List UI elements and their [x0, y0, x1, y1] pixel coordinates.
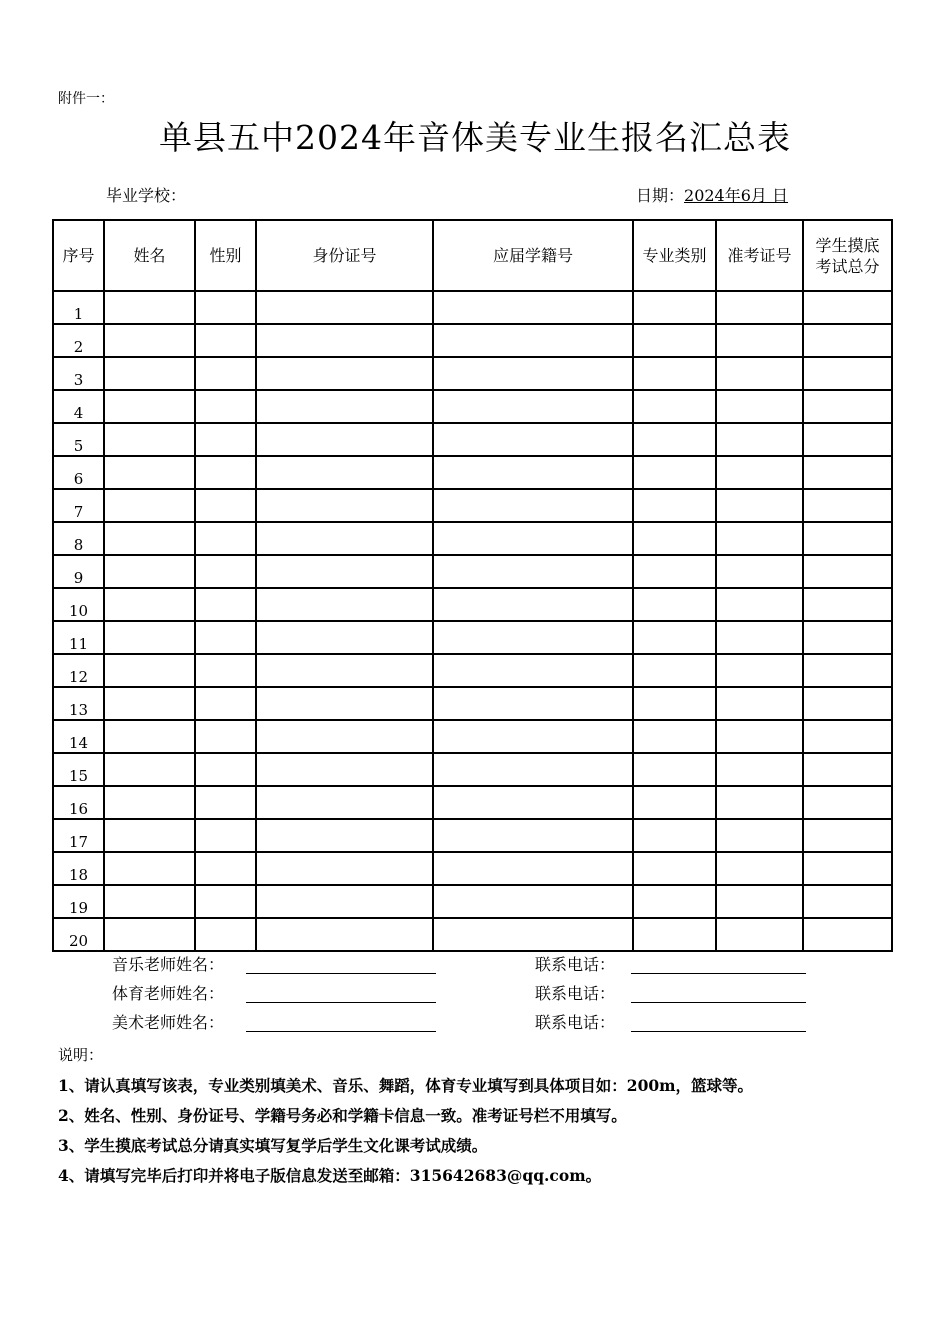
input-cell[interactable] — [803, 621, 892, 654]
input-cell[interactable] — [104, 324, 195, 357]
table-row — [53, 654, 892, 687]
art-teacher-row — [0, 1010, 950, 1036]
input-cell[interactable] — [716, 654, 803, 687]
header-major-category: 专业类别 — [633, 220, 716, 291]
table-header-row — [53, 220, 892, 291]
input-cell[interactable] — [104, 819, 195, 852]
table-row — [53, 687, 892, 720]
input-cell[interactable] — [716, 588, 803, 621]
input-cell[interactable] — [803, 291, 892, 324]
input-cell[interactable] — [716, 720, 803, 753]
input-cell[interactable] — [803, 456, 892, 489]
table-row — [53, 456, 892, 489]
input-cell[interactable] — [803, 555, 892, 588]
input-cell[interactable] — [633, 489, 716, 522]
pe-teacher-row — [0, 981, 950, 1007]
input-cell[interactable] — [803, 357, 892, 390]
input-cell[interactable] — [256, 291, 433, 324]
input-cell[interactable] — [433, 456, 633, 489]
input-cell[interactable] — [104, 489, 195, 522]
music-teacher-label: 音乐老师姓名： — [112, 955, 225, 974]
header-admission-number: 准考证号 — [716, 220, 803, 291]
input-cell[interactable] — [195, 918, 256, 951]
art-phone-label: 联系电话： — [535, 1013, 616, 1032]
table-row — [53, 885, 892, 918]
row-number: 19 — [53, 885, 104, 918]
input-cell[interactable] — [633, 819, 716, 852]
input-cell[interactable] — [716, 885, 803, 918]
attachment-label: 附件一： — [58, 91, 114, 107]
input-cell[interactable] — [256, 423, 433, 456]
input-cell[interactable] — [433, 786, 633, 819]
input-cell[interactable] — [803, 918, 892, 951]
row-number: 6 — [53, 456, 104, 489]
input-cell[interactable] — [633, 885, 716, 918]
pe-teacher-label: 体育老师姓名： — [112, 984, 225, 1003]
page-title: 单县五中2024年音体美专业生报名汇总表 — [159, 118, 791, 157]
input-cell[interactable] — [195, 819, 256, 852]
input-cell[interactable] — [633, 456, 716, 489]
input-cell[interactable] — [803, 786, 892, 819]
input-cell[interactable] — [195, 324, 256, 357]
input-cell[interactable] — [716, 555, 803, 588]
input-cell[interactable] — [433, 423, 633, 456]
input-cell[interactable] — [433, 522, 633, 555]
table-row — [53, 852, 892, 885]
table-row — [53, 390, 892, 423]
input-cell[interactable] — [195, 621, 256, 654]
input-cell[interactable] — [256, 390, 433, 423]
input-cell[interactable] — [256, 621, 433, 654]
input-cell[interactable] — [803, 522, 892, 555]
input-cell[interactable] — [104, 786, 195, 819]
input-cell[interactable] — [433, 588, 633, 621]
table-row — [53, 489, 892, 522]
input-cell[interactable] — [716, 852, 803, 885]
input-cell[interactable] — [256, 324, 433, 357]
input-cell[interactable] — [716, 522, 803, 555]
input-cell[interactable] — [716, 621, 803, 654]
row-number: 20 — [53, 918, 104, 951]
input-cell[interactable] — [104, 852, 195, 885]
row-number: 5 — [53, 423, 104, 456]
input-cell[interactable] — [633, 654, 716, 687]
input-cell[interactable] — [716, 456, 803, 489]
row-number: 1 — [53, 291, 104, 324]
row-number: 12 — [53, 654, 104, 687]
note-item: 2、姓名、性别、身份证号、学籍号务必和学籍卡信息一致。准考证号栏不用填写。 — [58, 1106, 627, 1125]
table-row — [53, 291, 892, 324]
music-phone-label: 联系电话： — [535, 955, 616, 974]
input-cell[interactable] — [104, 687, 195, 720]
input-cell[interactable] — [104, 423, 195, 456]
table-row — [53, 621, 892, 654]
row-number: 18 — [53, 852, 104, 885]
input-cell[interactable] — [433, 720, 633, 753]
input-cell[interactable] — [195, 753, 256, 786]
input-cell[interactable] — [195, 390, 256, 423]
input-cell[interactable] — [104, 291, 195, 324]
input-cell[interactable] — [803, 885, 892, 918]
header-seq: 序号 — [53, 220, 104, 291]
input-cell[interactable] — [803, 324, 892, 357]
table-row — [53, 819, 892, 852]
input-cell[interactable] — [256, 555, 433, 588]
input-cell[interactable] — [104, 555, 195, 588]
input-cell[interactable] — [716, 819, 803, 852]
music-teacher-row — [0, 952, 950, 978]
input-cell[interactable] — [104, 588, 195, 621]
table-row — [53, 423, 892, 456]
input-cell[interactable] — [433, 324, 633, 357]
input-cell[interactable] — [433, 852, 633, 885]
input-cell[interactable] — [256, 588, 433, 621]
header-gender: 性别 — [195, 220, 256, 291]
input-cell[interactable] — [195, 687, 256, 720]
row-number: 14 — [53, 720, 104, 753]
input-cell[interactable] — [803, 852, 892, 885]
input-cell[interactable] — [633, 291, 716, 324]
input-cell[interactable] — [716, 687, 803, 720]
input-cell[interactable] — [195, 555, 256, 588]
input-cell[interactable] — [433, 687, 633, 720]
input-cell[interactable] — [256, 753, 433, 786]
input-cell[interactable] — [633, 390, 716, 423]
input-cell[interactable] — [195, 885, 256, 918]
input-cell[interactable] — [256, 687, 433, 720]
input-cell[interactable] — [104, 654, 195, 687]
input-cell[interactable] — [633, 852, 716, 885]
input-cell[interactable] — [633, 786, 716, 819]
pe-phone-blank — [631, 1002, 806, 1003]
input-cell[interactable] — [433, 489, 633, 522]
input-cell[interactable] — [803, 588, 892, 621]
input-cell[interactable] — [256, 786, 433, 819]
table-row — [53, 357, 892, 390]
input-cell[interactable] — [433, 819, 633, 852]
row-number: 16 — [53, 786, 104, 819]
row-number: 11 — [53, 621, 104, 654]
input-cell[interactable] — [104, 390, 195, 423]
input-cell[interactable] — [433, 357, 633, 390]
input-cell[interactable] — [803, 819, 892, 852]
input-cell[interactable] — [716, 291, 803, 324]
input-cell[interactable] — [195, 291, 256, 324]
input-cell[interactable] — [633, 423, 716, 456]
input-cell[interactable] — [716, 753, 803, 786]
pe-phone-label: 联系电话： — [535, 984, 616, 1003]
input-cell[interactable] — [433, 654, 633, 687]
row-number: 2 — [53, 324, 104, 357]
input-cell[interactable] — [195, 588, 256, 621]
input-cell[interactable] — [803, 489, 892, 522]
input-cell[interactable] — [803, 753, 892, 786]
date-value: 2024年6月 日 — [684, 186, 789, 205]
input-cell[interactable] — [803, 687, 892, 720]
input-cell[interactable] — [256, 654, 433, 687]
input-cell[interactable] — [195, 489, 256, 522]
input-cell[interactable] — [433, 753, 633, 786]
input-cell[interactable] — [433, 291, 633, 324]
input-cell[interactable] — [633, 621, 716, 654]
input-cell[interactable] — [256, 885, 433, 918]
art-teacher-label: 美术老师姓名： — [112, 1013, 225, 1032]
input-cell[interactable] — [256, 456, 433, 489]
input-cell[interactable] — [104, 357, 195, 390]
input-cell[interactable] — [433, 555, 633, 588]
input-cell[interactable] — [195, 654, 256, 687]
input-cell[interactable] — [633, 918, 716, 951]
input-cell[interactable] — [256, 918, 433, 951]
input-cell[interactable] — [716, 324, 803, 357]
pe-teacher-blank — [246, 1002, 436, 1003]
input-cell[interactable] — [256, 489, 433, 522]
row-number: 17 — [53, 819, 104, 852]
input-cell[interactable] — [716, 423, 803, 456]
input-cell[interactable] — [633, 753, 716, 786]
input-cell[interactable] — [195, 522, 256, 555]
input-cell[interactable] — [716, 357, 803, 390]
header-student-number: 应届学籍号 — [433, 220, 633, 291]
input-cell[interactable] — [104, 753, 195, 786]
music-phone-blank — [631, 973, 806, 974]
input-cell[interactable] — [104, 621, 195, 654]
input-cell[interactable] — [104, 720, 195, 753]
input-cell[interactable] — [633, 324, 716, 357]
input-cell[interactable] — [195, 423, 256, 456]
date-label: 日期： — [636, 186, 685, 205]
input-cell[interactable] — [433, 918, 633, 951]
note-item: 3、学生摸底考试总分请真实填写复学后学生文化课考试成绩。 — [58, 1136, 488, 1155]
input-cell[interactable] — [256, 522, 433, 555]
input-cell[interactable] — [716, 489, 803, 522]
input-cell[interactable] — [803, 390, 892, 423]
row-number: 10 — [53, 588, 104, 621]
art-teacher-blank — [246, 1031, 436, 1032]
art-phone-blank — [631, 1031, 806, 1032]
row-number: 8 — [53, 522, 104, 555]
table-row — [53, 753, 892, 786]
row-number: 9 — [53, 555, 104, 588]
table-row — [53, 555, 892, 588]
input-cell[interactable] — [716, 786, 803, 819]
table-row — [53, 522, 892, 555]
input-cell[interactable] — [803, 423, 892, 456]
input-cell[interactable] — [433, 390, 633, 423]
table-row — [53, 786, 892, 819]
input-cell[interactable] — [633, 522, 716, 555]
table-row — [53, 918, 892, 951]
input-cell[interactable] — [716, 918, 803, 951]
input-cell[interactable] — [633, 720, 716, 753]
input-cell[interactable] — [195, 720, 256, 753]
row-number: 4 — [53, 390, 104, 423]
row-number: 3 — [53, 357, 104, 390]
input-cell[interactable] — [256, 357, 433, 390]
notes-heading: 说明： — [58, 1046, 104, 1064]
input-cell[interactable] — [104, 456, 195, 489]
input-cell[interactable] — [104, 885, 195, 918]
input-cell[interactable] — [716, 390, 803, 423]
input-cell[interactable] — [104, 522, 195, 555]
input-cell[interactable] — [633, 357, 716, 390]
input-cell[interactable] — [256, 720, 433, 753]
input-cell[interactable] — [433, 885, 633, 918]
header-exam-total: 学生摸底考试总分 — [803, 220, 892, 291]
row-number: 15 — [53, 753, 104, 786]
input-cell[interactable] — [195, 786, 256, 819]
input-cell[interactable] — [195, 456, 256, 489]
input-cell[interactable] — [195, 357, 256, 390]
registration-table — [52, 219, 893, 952]
input-cell[interactable] — [256, 819, 433, 852]
input-cell[interactable] — [633, 588, 716, 621]
note-item: 4、请填写完毕后打印并将电子版信息发送至邮箱：315642683@qq.com。 — [58, 1166, 602, 1185]
row-number: 7 — [53, 489, 104, 522]
table-row — [53, 720, 892, 753]
input-cell[interactable] — [633, 687, 716, 720]
date-field — [636, 183, 788, 206]
music-teacher-blank — [246, 973, 436, 974]
row-number: 13 — [53, 687, 104, 720]
table-row — [53, 324, 892, 357]
input-cell[interactable] — [256, 852, 433, 885]
header-id-number: 身份证号 — [256, 220, 433, 291]
input-cell[interactable] — [195, 852, 256, 885]
note-item: 1、请认真填写该表，专业类别填美术、音乐、舞蹈，体育专业填写到具体项目如：200m，篮球等。 — [58, 1076, 754, 1095]
input-cell[interactable] — [803, 720, 892, 753]
school-label: 毕业学校： — [106, 186, 187, 205]
table-row — [53, 588, 892, 621]
input-cell[interactable] — [633, 555, 716, 588]
input-cell[interactable] — [104, 918, 195, 951]
input-cell[interactable] — [803, 654, 892, 687]
input-cell[interactable] — [433, 621, 633, 654]
header-name: 姓名 — [104, 220, 195, 291]
